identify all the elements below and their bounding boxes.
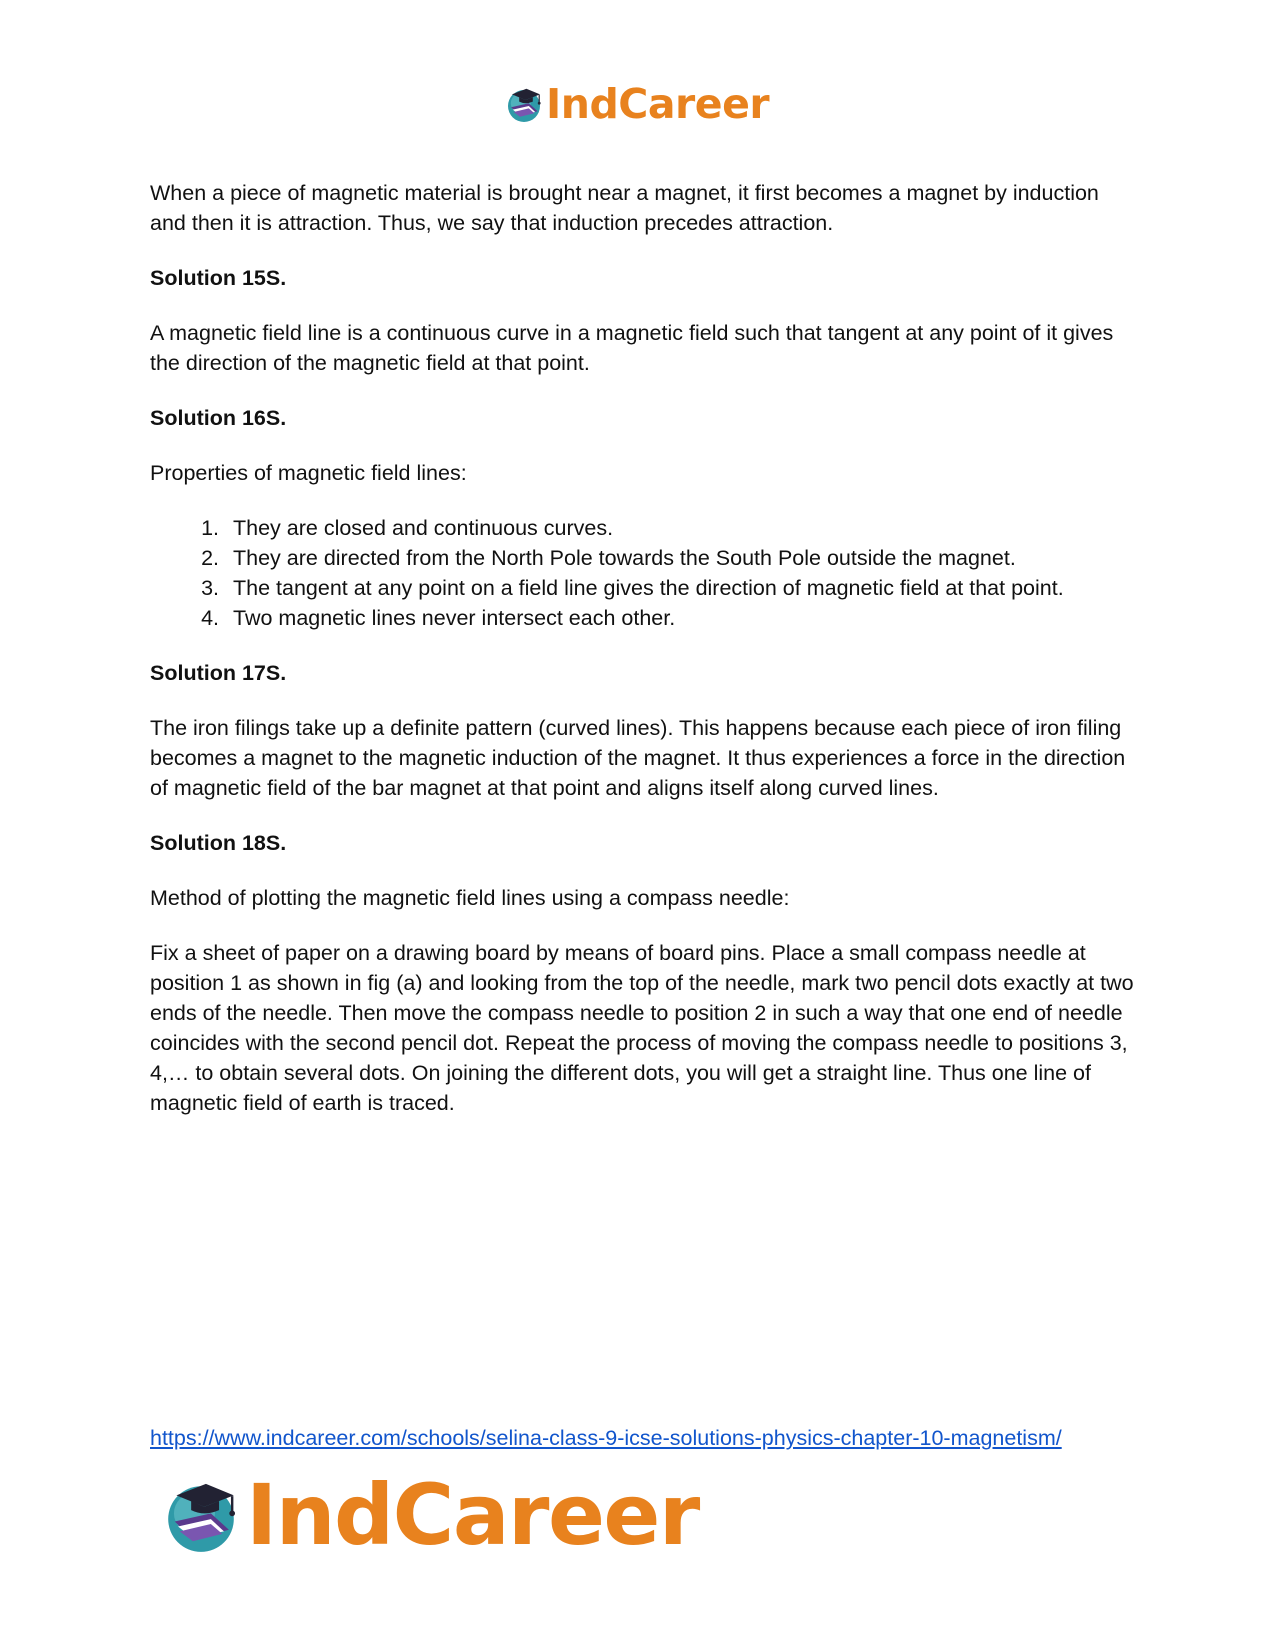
list-item: 2. They are directed from the North Pole towards the South Pole outside the magnet. <box>225 543 1140 573</box>
field-line-properties-list <box>150 513 1140 633</box>
solution-17s-heading: Solution 17S. <box>150 661 287 685</box>
solution-16s-intro: Properties of magnetic field lines: <box>150 461 467 485</box>
list-item: 1. They are closed and continuous curves. <box>225 513 1140 543</box>
solution-18s-intro: Method of plotting the magnetic field lines using a compass needle: <box>150 886 790 910</box>
solution-16s-heading: Solution 16S. <box>150 406 287 430</box>
list-item: 4. Two magnetic lines never intersect each other. <box>225 603 1140 633</box>
list-item: 3. The tangent at any point on a field line gives the direction of magnetic field at that point. <box>225 573 1140 603</box>
header-logo <box>504 80 769 128</box>
document-body <box>150 178 1140 1143</box>
solution-18s-heading: Solution 18S. <box>150 831 287 855</box>
logo-wordmark: IndCareer <box>246 1466 699 1564</box>
graduation-cap-book-globe-icon <box>160 1474 242 1556</box>
solution-15s-text: A magnetic field line is a continuous curve in a magnetic field such that tangent at any point of it gives the direction of the magnetic field at that point. <box>150 321 1114 375</box>
graduation-cap-book-globe-icon <box>504 84 544 124</box>
intro-paragraph: When a piece of magnetic material is brought near a magnet, it first becomes a magnet by induction and then it is attraction. Thus, we say that induction precedes attraction. <box>150 181 1099 235</box>
solution-15s-heading: Solution 15S. <box>150 266 287 290</box>
source-url-link[interactable]: https://www.indcareer.com/schools/selina-class-9-icse-solutions-physics-chapter-10-magnetism/ <box>150 1426 1062 1450</box>
logo-wordmark: IndCareer <box>546 80 770 128</box>
footer-logo <box>160 1466 699 1564</box>
solution-17s-text: The iron filings take up a definite pattern (curved lines). This happens because each piece of iron filing becomes a magnet to the magnetic induction of the magnet. It thus experiences a force in the direction of magnetic field of the bar magnet at that point and aligns itself along curved lines. <box>150 716 1126 800</box>
solution-18s-method: Fix a sheet of paper on a drawing board by means of board pins. Place a small compass needle at position 1 as shown in fig (a) and looking from the top of the needle, mark two pencil dots exactly at two ends of the needle. Then move the compass needle to position 2 in such a way that one end of needle coincides with the second pencil dot. Repeat the process of moving the compass needle to positions 3, 4,… to obtain several dots. On joining the different dots, you will get a straight line. Thus one line of magnetic field of earth is traced. <box>150 941 1134 1115</box>
